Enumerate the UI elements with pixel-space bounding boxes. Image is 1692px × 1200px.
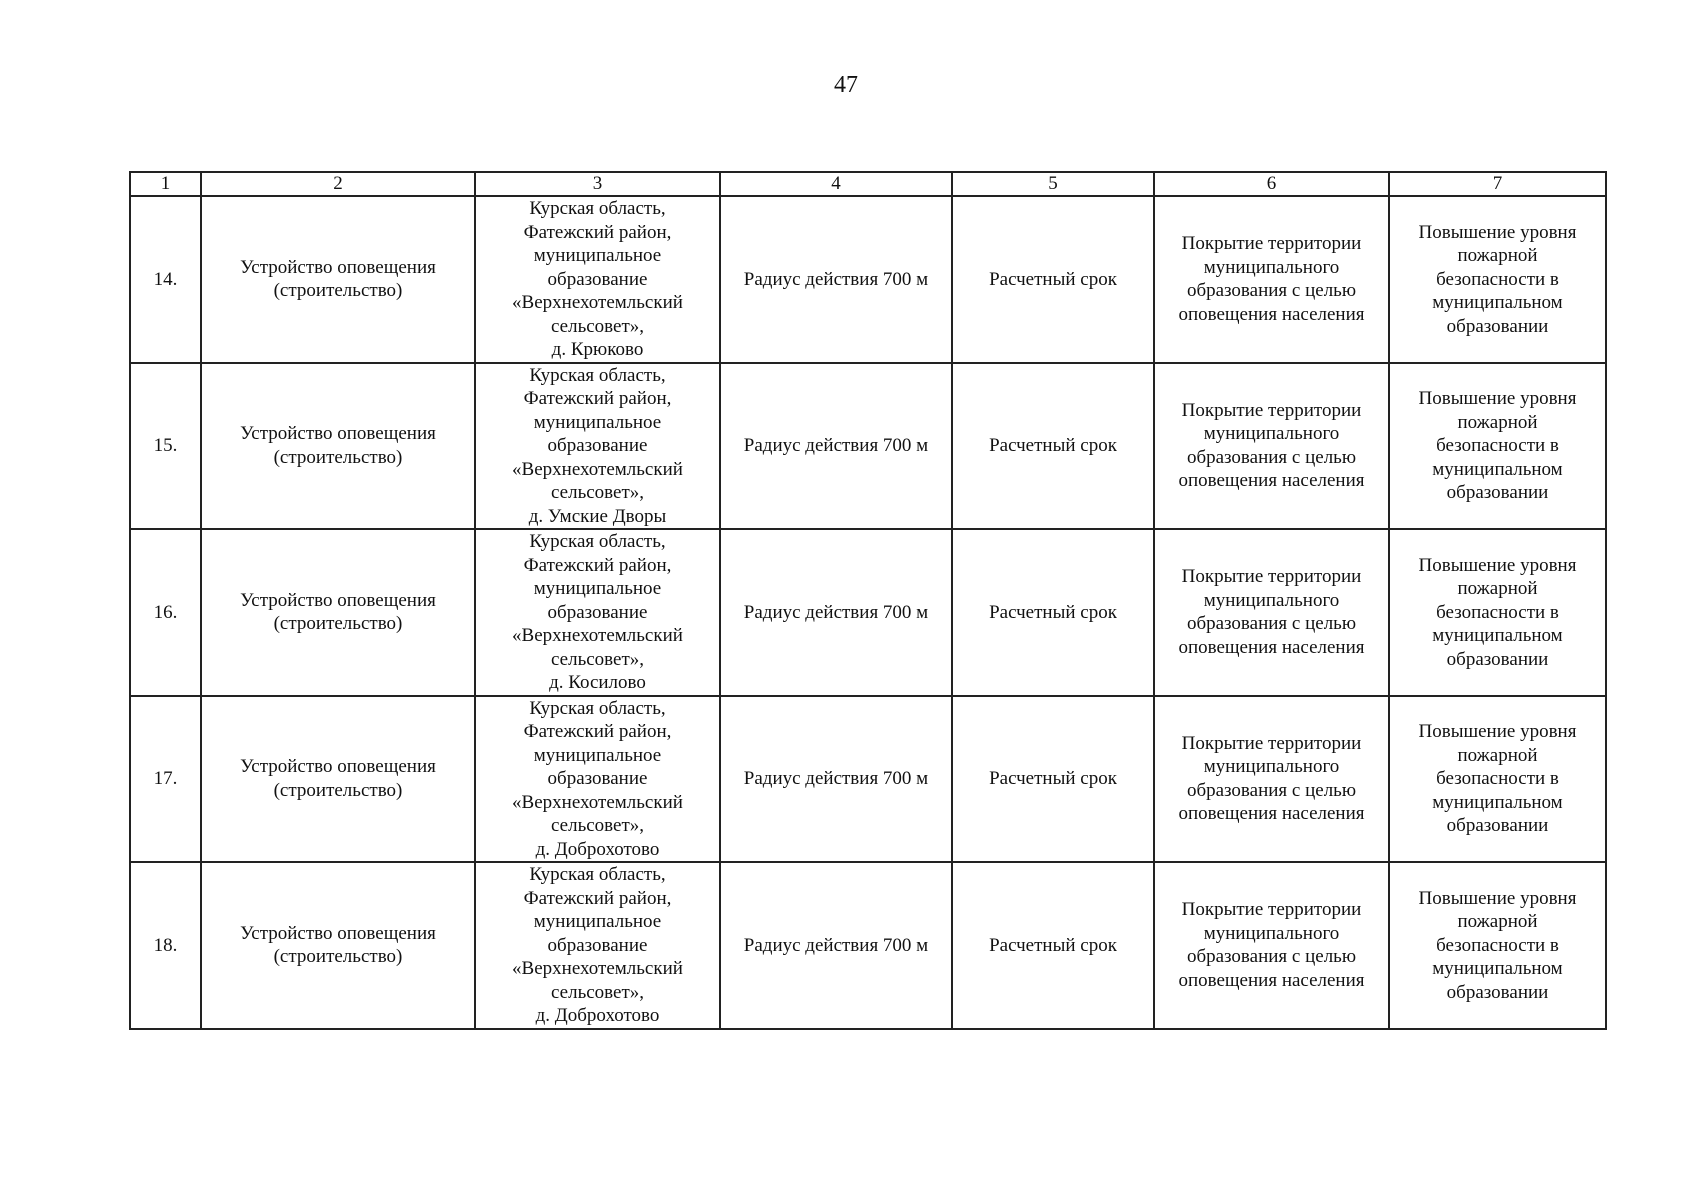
location-cell-line: Курская область,	[529, 697, 666, 719]
object-name-cell-line: Устройство оповещения	[240, 756, 436, 778]
effect-cell-line: муниципальном	[1432, 958, 1563, 979]
table-header-row	[130, 172, 1606, 196]
purpose-cell-line: муниципального	[1203, 589, 1340, 611]
term-cell: Расчетный срок	[952, 862, 1154, 1029]
purpose-cell-line: Покрытие территории	[1181, 566, 1362, 588]
effect-cell-line: муниципальном	[1432, 292, 1563, 313]
location-cell-line: образование	[547, 934, 648, 956]
location-cell-line: сельсовет»,	[550, 315, 645, 337]
location-cell-line: сельсовет»,	[550, 482, 645, 503]
effect-cell-line: пожарной	[1457, 411, 1538, 433]
effect-cell	[1389, 862, 1606, 1029]
column-number-2: 2	[201, 172, 475, 196]
location-cell-line: Курская область,	[529, 864, 666, 885]
location-cell-line: муниципальное	[533, 411, 662, 433]
location-cell-line: Курская область,	[529, 198, 666, 219]
effect-cell-line: безопасности в	[1436, 435, 1559, 456]
location-cell-line: Фатежский район,	[523, 388, 672, 409]
effect-cell-line: безопасности в	[1436, 934, 1559, 956]
location-cell-line: муниципальное	[533, 911, 662, 932]
effect-cell-line: безопасности в	[1436, 268, 1559, 290]
purpose-cell-line: оповещения населения	[1178, 636, 1365, 658]
purpose-cell-line: образования с целью	[1186, 446, 1357, 468]
parameter-cell: Радиус действия 700 м	[720, 196, 952, 363]
location-cell-line: муниципальное	[533, 245, 662, 266]
column-number-5: 5	[952, 172, 1154, 196]
effect-cell-line: муниципальном	[1432, 625, 1563, 646]
column-number-1: 1	[130, 172, 201, 196]
term-cell: Расчетный срок	[952, 363, 1154, 530]
effect-cell-line: Повышение уровня	[1418, 388, 1577, 409]
effect-cell	[1389, 196, 1606, 363]
location-cell-line: Фатежский район,	[523, 721, 672, 742]
row-number-cell: 16.	[130, 529, 201, 696]
location-cell-line: муниципальное	[533, 578, 662, 599]
purpose-cell	[1154, 196, 1389, 363]
location-cell-line: д. Крюково	[551, 339, 644, 360]
column-number-3: 3	[475, 172, 720, 196]
parameter-cell: Радиус действия 700 м	[720, 862, 952, 1029]
location-cell-line: д. Доброхотово	[535, 1005, 660, 1026]
row-number-cell: 17.	[130, 696, 201, 863]
object-name-cell-line: (строительство)	[273, 446, 403, 468]
purpose-cell-line: Покрытие территории	[1181, 233, 1362, 255]
object-name-cell	[201, 529, 475, 696]
object-name-cell	[201, 363, 475, 530]
effect-cell-line: пожарной	[1457, 744, 1538, 766]
object-name-cell-line: (строительство)	[273, 946, 403, 968]
term-cell: Расчетный срок	[952, 696, 1154, 863]
purpose-cell-line: образования с целью	[1186, 779, 1357, 801]
purpose-cell-line: оповещения населения	[1178, 969, 1365, 991]
effect-cell-line: Повышение уровня	[1418, 721, 1577, 742]
location-cell-line: образование	[547, 601, 648, 623]
column-number-6: 6	[1154, 172, 1389, 196]
object-name-cell-line: Устройство оповещения	[240, 589, 436, 611]
effect-cell-line: образовании	[1446, 648, 1549, 670]
parameter-cell: Радиус действия 700 м	[720, 363, 952, 530]
location-cell-line: д. Доброхотово	[535, 838, 660, 860]
column-number-4: 4	[720, 172, 952, 196]
object-name-cell-line: Устройство оповещения	[240, 922, 436, 944]
effect-cell-line: пожарной	[1457, 578, 1538, 599]
object-name-cell-line: Устройство оповещения	[240, 423, 436, 445]
effect-cell-line: безопасности в	[1436, 601, 1559, 623]
location-cell-line: образование	[547, 768, 648, 789]
row-number-cell: 14.	[130, 196, 201, 363]
term-cell: Расчетный срок	[952, 529, 1154, 696]
effect-cell-line: образовании	[1446, 482, 1549, 503]
object-name-cell-line: (строительство)	[273, 779, 403, 801]
location-cell-line: «Верхнехотемльский	[512, 958, 683, 979]
parameter-cell: Радиус действия 700 м	[720, 529, 952, 696]
location-cell-line: муниципальное	[533, 744, 662, 766]
effect-cell-line: муниципальном	[1432, 791, 1563, 813]
location-cell	[475, 529, 720, 696]
parameter-cell: Радиус действия 700 м	[720, 696, 952, 863]
location-cell-line: «Верхнехотемльский	[512, 625, 683, 646]
location-cell-line: Фатежский район,	[523, 221, 672, 243]
effect-cell-line: Повышение уровня	[1418, 554, 1577, 576]
location-cell-line: сельсовет»,	[550, 815, 645, 836]
row-number-cell: 18.	[130, 862, 201, 1029]
location-cell	[475, 696, 720, 863]
purpose-cell	[1154, 696, 1389, 863]
purpose-cell-line: оповещения населения	[1178, 803, 1365, 825]
object-name-cell	[201, 862, 475, 1029]
location-cell-line: Курская область,	[529, 364, 666, 386]
effect-cell-line: безопасности в	[1436, 768, 1559, 789]
object-name-cell-line: (строительство)	[273, 280, 403, 302]
row-number-cell: 15.	[130, 363, 201, 530]
table-row	[130, 529, 1606, 696]
effect-cell-line: пожарной	[1457, 245, 1538, 266]
location-cell-line: «Верхнехотемльский	[512, 292, 683, 313]
object-name-cell	[201, 696, 475, 863]
location-cell	[475, 862, 720, 1029]
effect-cell	[1389, 696, 1606, 863]
page-number: 47	[834, 72, 858, 98]
table-row	[130, 196, 1606, 363]
object-name-cell-line: Устройство оповещения	[240, 256, 436, 278]
effect-cell	[1389, 529, 1606, 696]
effect-cell-line: Повышение уровня	[1418, 221, 1577, 243]
purpose-cell-line: Покрытие территории	[1181, 399, 1362, 421]
effect-cell-line: Повышение уровня	[1418, 887, 1577, 909]
location-cell	[475, 363, 720, 530]
purpose-cell-line: образования с целью	[1186, 946, 1357, 968]
location-cell-line: Курская область,	[529, 531, 666, 552]
purpose-cell-line: Покрытие территории	[1181, 732, 1362, 754]
purpose-cell-line: муниципального	[1203, 256, 1340, 278]
location-cell-line: д. Умские Дворы	[528, 505, 667, 527]
location-cell	[475, 196, 720, 363]
effect-cell-line: образовании	[1446, 815, 1549, 836]
table-row	[130, 862, 1606, 1029]
location-cell-line: «Верхнехотемльский	[512, 791, 683, 813]
table-row	[130, 696, 1606, 863]
purpose-cell	[1154, 862, 1389, 1029]
table-body	[130, 196, 1606, 1029]
effect-cell	[1389, 363, 1606, 530]
location-cell-line: «Верхнехотемльский	[512, 458, 683, 480]
purpose-cell-line: муниципального	[1203, 922, 1340, 944]
purpose-cell-line: муниципального	[1203, 756, 1340, 778]
purpose-cell-line: образования с целью	[1186, 613, 1357, 635]
purpose-cell-line: оповещения населения	[1178, 303, 1365, 325]
purpose-cell-line: муниципального	[1203, 423, 1340, 445]
effect-cell-line: пожарной	[1457, 911, 1538, 932]
purpose-cell	[1154, 363, 1389, 530]
location-cell-line: Фатежский район,	[523, 887, 672, 909]
location-cell-line: сельсовет»,	[550, 981, 645, 1003]
purpose-cell-line: оповещения населения	[1178, 470, 1365, 492]
object-name-cell-line: (строительство)	[273, 613, 403, 635]
column-number-7: 7	[1389, 172, 1606, 196]
table-row	[130, 363, 1606, 530]
purpose-cell	[1154, 529, 1389, 696]
location-cell-line: сельсовет»,	[550, 648, 645, 670]
location-cell-line: д. Косилово	[549, 672, 646, 693]
location-cell-line: образование	[547, 435, 648, 456]
effect-cell-line: муниципальном	[1432, 458, 1563, 480]
purpose-cell-line: образования с целью	[1186, 280, 1357, 302]
location-cell-line: Фатежский район,	[523, 554, 672, 576]
effect-cell-line: образовании	[1446, 315, 1549, 337]
facilities-table	[129, 171, 1607, 1030]
object-name-cell	[201, 196, 475, 363]
purpose-cell-line: Покрытие территории	[1181, 899, 1362, 921]
location-cell-line: образование	[547, 268, 648, 290]
term-cell: Расчетный срок	[952, 196, 1154, 363]
effect-cell-line: образовании	[1446, 981, 1549, 1003]
